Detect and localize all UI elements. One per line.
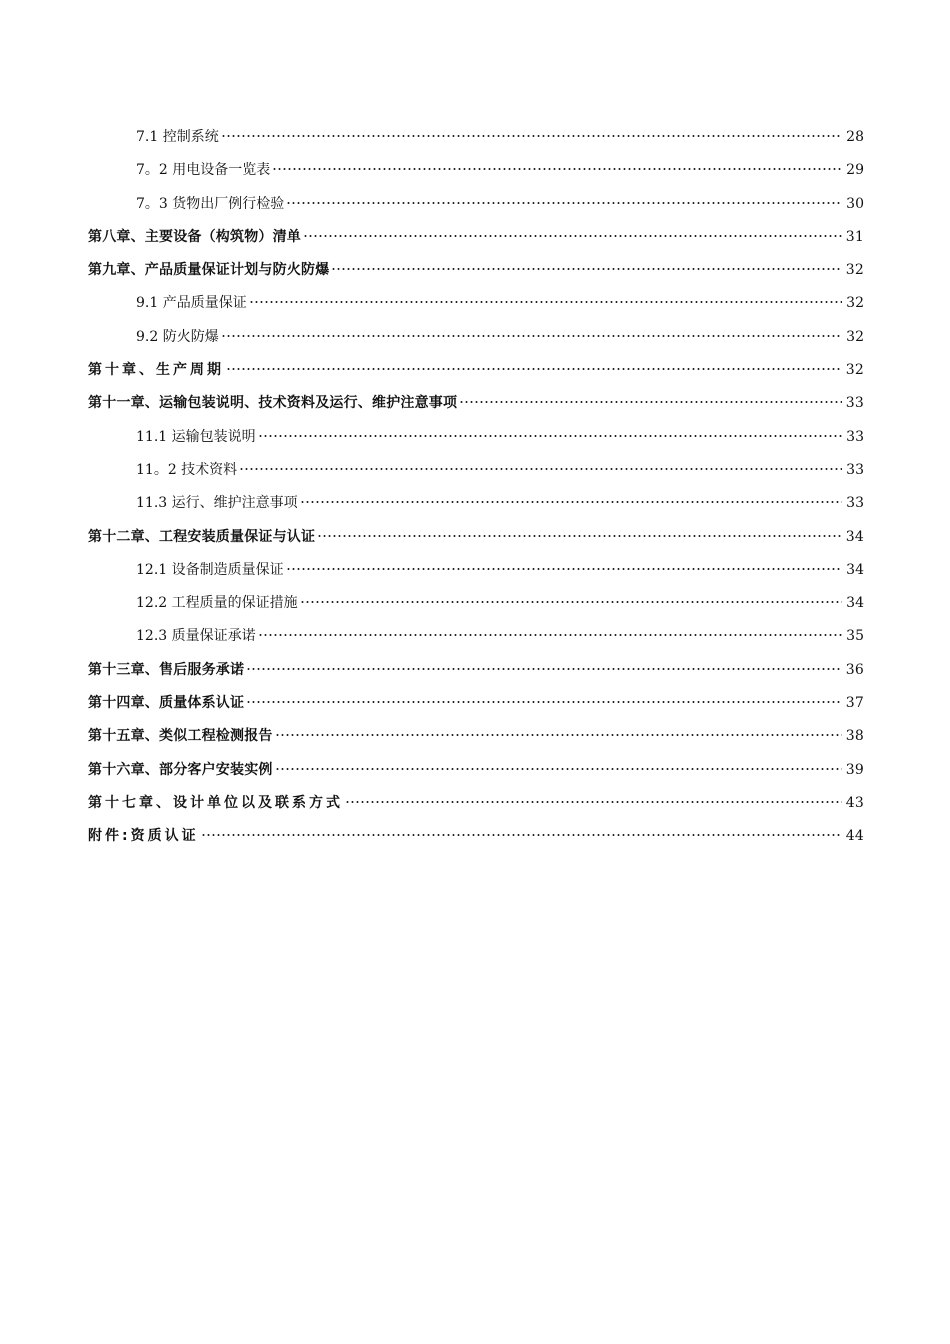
toc-entry-title: 9.2 防火防爆 xyxy=(136,328,219,345)
toc-entry-page: 32 xyxy=(845,262,864,279)
toc-entry-title: 第十六章、部分客户安装实例 xyxy=(88,761,273,778)
toc-entry-title: 11。2 技术资料 xyxy=(136,461,238,478)
toc-leader-dots xyxy=(249,301,842,303)
toc-entry-page: 34 xyxy=(846,561,864,578)
toc-entry[interactable] xyxy=(88,323,864,356)
toc-entry-page: 37 xyxy=(845,695,864,712)
toc-leader-dots xyxy=(246,701,842,703)
toc-entry-title: 第十五章、类似工程检测报告 xyxy=(88,728,273,745)
toc-leader-dots xyxy=(459,401,842,403)
toc-entry-title: 第十一章、运输包装说明、技术资料及运行、维护注意事项 xyxy=(88,395,458,412)
toc-leader-dots xyxy=(286,202,842,204)
toc-entry[interactable] xyxy=(88,356,864,389)
toc-entry-title: 11.3 运行、维护注意事项 xyxy=(136,495,298,512)
toc-entry[interactable] xyxy=(88,223,864,256)
toc-leader-dots xyxy=(286,568,843,570)
toc-leader-dots xyxy=(303,235,842,237)
toc-entry-page: 33 xyxy=(846,495,864,512)
toc-entry-title: 12.1 设备制造质量保证 xyxy=(136,561,284,578)
toc-entry-title: 12.2 工程质量的保证措施 xyxy=(136,595,298,612)
toc-entry-page: 29 xyxy=(846,162,864,179)
toc-entry-title: 第十七章、设计单位以及联系方式 xyxy=(88,794,343,811)
toc-entry[interactable] xyxy=(88,722,864,755)
toc-entry[interactable] xyxy=(88,622,864,655)
toc-leader-dots xyxy=(221,135,842,137)
toc-leader-dots xyxy=(246,668,842,670)
toc-entry-page: 33 xyxy=(846,461,864,478)
toc-leader-dots xyxy=(272,168,842,170)
toc-entry[interactable] xyxy=(88,689,864,722)
toc-entry-page: 32 xyxy=(846,328,864,345)
toc-entry-page: 33 xyxy=(846,428,864,445)
toc-entry-page: 30 xyxy=(846,195,864,212)
toc-entry-title: 11.1 运输包装说明 xyxy=(136,428,256,445)
toc-entry[interactable] xyxy=(88,156,864,189)
toc-leader-dots xyxy=(317,535,842,537)
toc-entry[interactable] xyxy=(88,489,864,522)
toc-entry[interactable] xyxy=(88,589,864,622)
toc-entry-page: 36 xyxy=(845,661,864,678)
toc-entry-page: 32 xyxy=(845,362,864,379)
toc-entry[interactable] xyxy=(88,389,864,422)
toc-entry-page: 34 xyxy=(845,528,864,545)
toc-entry[interactable] xyxy=(88,423,864,456)
toc-entry-title: 12.3 质量保证承诺 xyxy=(136,628,256,645)
toc-entry[interactable] xyxy=(88,256,864,289)
toc-entry[interactable] xyxy=(88,822,864,855)
toc-entry-page: 44 xyxy=(845,828,864,845)
toc-leader-dots xyxy=(275,734,842,736)
toc-entry-page: 32 xyxy=(846,295,864,312)
toc-entry-page: 43 xyxy=(845,794,864,811)
toc-entry-title: 第十三章、售后服务承诺 xyxy=(88,661,245,678)
toc-entry-page: 33 xyxy=(845,395,864,412)
toc-entry[interactable] xyxy=(88,789,864,822)
toc-entry-page: 35 xyxy=(846,628,864,645)
toc-entry[interactable] xyxy=(88,123,864,156)
toc-entry-page: 39 xyxy=(845,761,864,778)
toc-leader-dots xyxy=(300,501,843,503)
toc-leader-dots xyxy=(300,601,843,603)
table-of-contents xyxy=(88,123,864,856)
toc-entry-title: 7。2 用电设备一览表 xyxy=(136,162,271,179)
toc-entry-title: 附件:资质认证 xyxy=(88,828,199,845)
toc-leader-dots xyxy=(258,435,843,437)
toc-leader-dots xyxy=(258,634,843,636)
toc-entry-title: 第十四章、质量体系认证 xyxy=(88,695,245,712)
toc-entry-title: 第八章、主要设备（构筑物）清单 xyxy=(88,228,301,245)
toc-entry-page: 38 xyxy=(845,728,864,745)
toc-entry[interactable] xyxy=(88,656,864,689)
toc-entry-title: 9.1 产品质量保证 xyxy=(136,295,247,312)
toc-leader-dots xyxy=(239,468,842,470)
toc-entry-title: 第十二章、工程安装质量保证与认证 xyxy=(88,528,316,545)
toc-entry[interactable] xyxy=(88,523,864,556)
toc-entry[interactable] xyxy=(88,289,864,322)
toc-entry-page: 34 xyxy=(846,595,864,612)
toc-leader-dots xyxy=(201,834,842,836)
toc-entry-page: 31 xyxy=(845,228,864,245)
toc-leader-dots xyxy=(345,801,842,803)
toc-leader-dots xyxy=(275,768,842,770)
toc-entry[interactable] xyxy=(88,190,864,223)
toc-leader-dots xyxy=(221,335,842,337)
toc-entry-title: 7。3 货物出厂例行检验 xyxy=(136,195,285,212)
toc-leader-dots xyxy=(331,268,841,270)
toc-entry-title: 7.1 控制系统 xyxy=(136,129,219,145)
toc-entry-page: 28 xyxy=(846,129,864,145)
toc-entry-title: 第十章、生产周期 xyxy=(88,362,224,379)
toc-entry[interactable] xyxy=(88,556,864,589)
toc-leader-dots xyxy=(226,368,842,370)
toc-entry-title: 第九章、产品质量保证计划与防火防爆 xyxy=(88,262,330,279)
toc-entry[interactable] xyxy=(88,456,864,489)
toc-entry[interactable] xyxy=(88,756,864,789)
